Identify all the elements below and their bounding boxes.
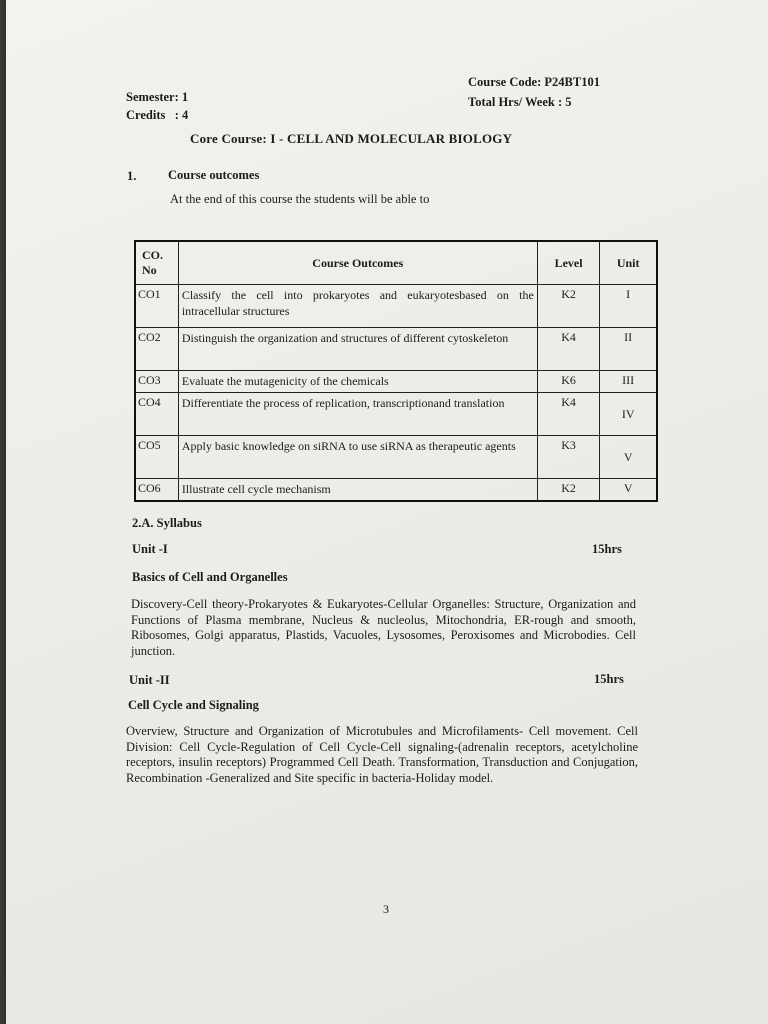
outcomes-header: Course Outcomes: [178, 241, 537, 285]
level-value: K6: [537, 371, 600, 393]
co-number: CO6: [135, 479, 178, 502]
unit-value: V: [600, 436, 657, 479]
section-number: 1.: [127, 169, 137, 183]
co-number: CO1: [135, 285, 178, 328]
outcome-text: Classify the cell into prokaryotes and eukaryotesbased on the intracellular structures: [178, 285, 537, 328]
level-value: K3: [537, 436, 600, 479]
unit2-text: Overview, Structure and Organization of Microtubules and Microfilaments- Cell movement. Cell Division: Cell Cycle-Regulation of Cell Cycle-Cell signaling-(adrenalin receptors, acetylcholine receptors, insulin receptors) Programmed Cell Death. Transformation, Transduction and Conjugation, Recombination -Generalized and Site specific in bacteria-Holiday model.: [126, 724, 638, 785]
table-row: [135, 328, 657, 371]
unit-value: IV: [600, 393, 657, 436]
co-header-line2: No: [142, 263, 157, 277]
unit1-title: Basics of Cell and Organelles: [132, 570, 288, 584]
co-number: CO3: [135, 371, 178, 393]
unit-value: III: [600, 371, 657, 393]
level-value: K4: [537, 328, 600, 371]
table-row: [135, 436, 657, 479]
credits-label: Credits : 4: [126, 108, 189, 122]
unit-value: I: [600, 285, 657, 328]
outcome-text: Evaluate the mutagenicity of the chemicals: [178, 371, 537, 393]
page-number: 3: [383, 902, 389, 916]
semester-label: Semester: 1: [126, 90, 189, 104]
table-header-row: [135, 241, 657, 285]
syllabus-heading: 2.A. Syllabus: [132, 516, 202, 530]
level-value: K2: [537, 285, 600, 328]
unit-header: Unit: [600, 241, 657, 285]
outcome-text: Differentiate the process of replication, transcriptionand translation: [178, 393, 537, 436]
table-row: [135, 479, 657, 502]
table-row: [135, 393, 657, 436]
document-page: [6, 0, 768, 1024]
outcome-text: Apply basic knowledge on siRNA to use siRNA as therapeutic agents: [178, 436, 537, 479]
unit-value: II: [600, 328, 657, 371]
level-value: K4: [537, 393, 600, 436]
unit2-title: Cell Cycle and Signaling: [128, 698, 259, 712]
unit2-label: Unit -II: [129, 673, 170, 687]
co-number: CO2: [135, 328, 178, 371]
level-header: Level: [537, 241, 600, 285]
outcome-text: Distinguish the organization and structures of different cytoskeleton: [178, 328, 537, 371]
co-header-line1: CO.: [142, 248, 163, 262]
total-hours-label: Total Hrs/ Week : 5: [468, 95, 572, 109]
course-code-label: Course Code: P24BT101: [468, 75, 600, 89]
section-heading: Course outcomes: [168, 168, 260, 182]
co-number: CO4: [135, 393, 178, 436]
unit1-text: Discovery-Cell theory-Prokaryotes & Eukaryotes-Cellular Organelles: Structure, Organization and Functions of Plasma membrane, Nucleus & nucleolus, Mitochondria, ER-rough and smooth, Ribosomes, Golgi apparatus, Plastids, Vacuoles, Lysosomes, Peroxisomes and Microbodies. Cell junction.: [131, 597, 636, 658]
unit1-hours: 15hrs: [592, 542, 622, 556]
unit1-label: Unit -I: [132, 542, 168, 556]
level-value: K2: [537, 479, 600, 502]
unit2-hours: 15hrs: [594, 672, 624, 686]
section-intro: At the end of this course the students will be able to: [170, 192, 430, 206]
table-row: [135, 371, 657, 393]
course-outcomes-table: [134, 240, 658, 502]
co-number: CO5: [135, 436, 178, 479]
course-title: Core Course: I - CELL AND MOLECULAR BIOLOGY: [190, 131, 513, 146]
unit-value: V: [600, 479, 657, 502]
outcome-text: Illustrate cell cycle mechanism: [178, 479, 537, 502]
co-number-header: [135, 241, 178, 285]
table-row: [135, 285, 657, 328]
